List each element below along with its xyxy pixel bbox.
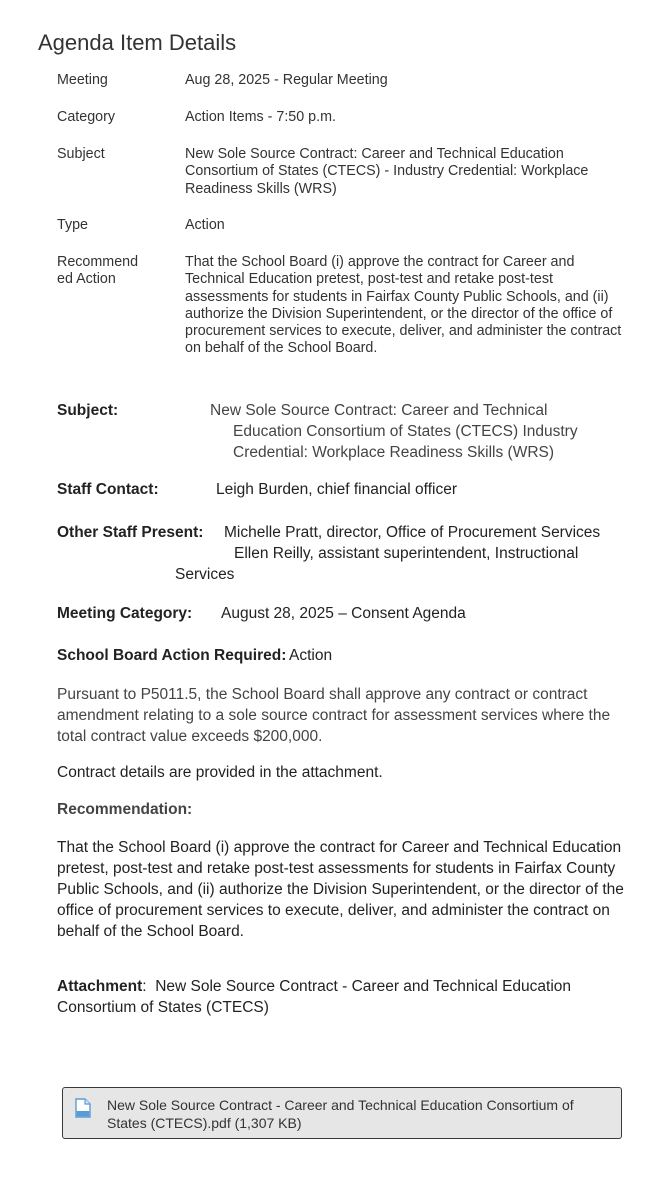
meeting-category-heading: Meeting Category: (57, 605, 193, 622)
attachment-description: New Sole Source Contract - Career and Technical Education Consortium of States (CTECS) (57, 978, 572, 1016)
type-row (57, 217, 642, 237)
subject-line-1: New Sole Source Contract: Career and Technical (210, 402, 548, 419)
other-staff-line-3: Services (175, 566, 235, 583)
type-value: Action (185, 217, 225, 233)
page-title: Agenda Item Details (38, 30, 237, 55)
attachment-file-link[interactable]: New Sole Source Contract - Career and Technical Education Consortium of States (CTECS).pdf (1,307 KB) (107, 1097, 574, 1131)
category-row (57, 109, 642, 129)
other-staff-block (57, 522, 637, 588)
recommended-action-row (57, 254, 642, 364)
action-required-heading: School Board Action Required: (57, 647, 287, 664)
other-staff-line-2: Ellen Reilly, assistant superintendent, Instructional (234, 545, 579, 562)
subject-row (57, 146, 642, 200)
type-label: Type (57, 217, 88, 233)
subject-line-2: Education Consortium of States (CTECS) Industry (233, 423, 578, 440)
meeting-category-block (57, 603, 637, 624)
staff-contact-heading: Staff Contact: (57, 481, 159, 498)
staff-contact-value: Leigh Burden, chief financial officer (216, 481, 457, 498)
other-staff-heading: Other Staff Present: (57, 524, 204, 541)
recommended-action-value: That the School Board (i) approve the contract for Career and Technical Education pretest, post-test and retake post-test assessments for students in Fairfax County Public Schools, and (ii) authorize the Division Superintendent, or the director of the office of procurement services to execute, deliver, and administer the contract on behalf of the School Board. (185, 254, 622, 357)
meeting-label: Meeting (57, 72, 108, 88)
meeting-value: Aug 28, 2025 - Regular Meeting (185, 72, 388, 88)
subject-heading: Subject: (57, 402, 119, 419)
category-label: Category (57, 109, 116, 125)
pursuant-paragraph: Pursuant to P5011.5, the School Board shall approve any contract or contract amendment relating to a sole source contract for assessment services where the total contract value exceeds $200,000. (57, 686, 611, 745)
recommended-action-label: Recommend ed Action (57, 254, 139, 288)
action-required-value: Action (289, 647, 333, 664)
other-staff-line-1: Michelle Pratt, director, Office of Procurement Services (224, 524, 601, 541)
action-required-block (57, 645, 637, 666)
subject-block (57, 400, 637, 461)
contract-details-text: Contract details are provided in the attachment. (57, 764, 383, 781)
recommendation-paragraph: That the School Board (i) approve the contract for Career and Technical Education pretest, post-test and retake post-test assessments for students in Fairfax County Public Schools, and (ii) authorize the Division Superintendent, or the director of the office of procurement services to execute, deliver, and administer the contract on behalf of the School Board. (57, 839, 624, 940)
recommendation-heading: Recommendation: (57, 801, 193, 818)
meeting-category-value: August 28, 2025 – Consent Agenda (221, 605, 466, 622)
attachment-block: Attachment: New Sole Source Contract - Career and Technical Education Consortium of States (CTECS) (57, 978, 572, 1016)
meeting-row (57, 72, 642, 92)
category-value: Action Items - 7:50 p.m. (185, 109, 336, 125)
subject-label: Subject (57, 146, 105, 162)
attachment-file-box[interactable] (62, 1087, 622, 1139)
attachment-heading: Attachment (57, 978, 143, 995)
subject-value: New Sole Source Contract: Career and Technical Education Consortium of States (CTECS) - Industry Credential: Workplace Readiness Skills (WRS) (185, 146, 589, 197)
document-icon (75, 1098, 91, 1118)
staff-contact-block (57, 479, 637, 500)
subject-line-3: Credential: Workplace Readiness Skills (WRS) (233, 444, 555, 461)
